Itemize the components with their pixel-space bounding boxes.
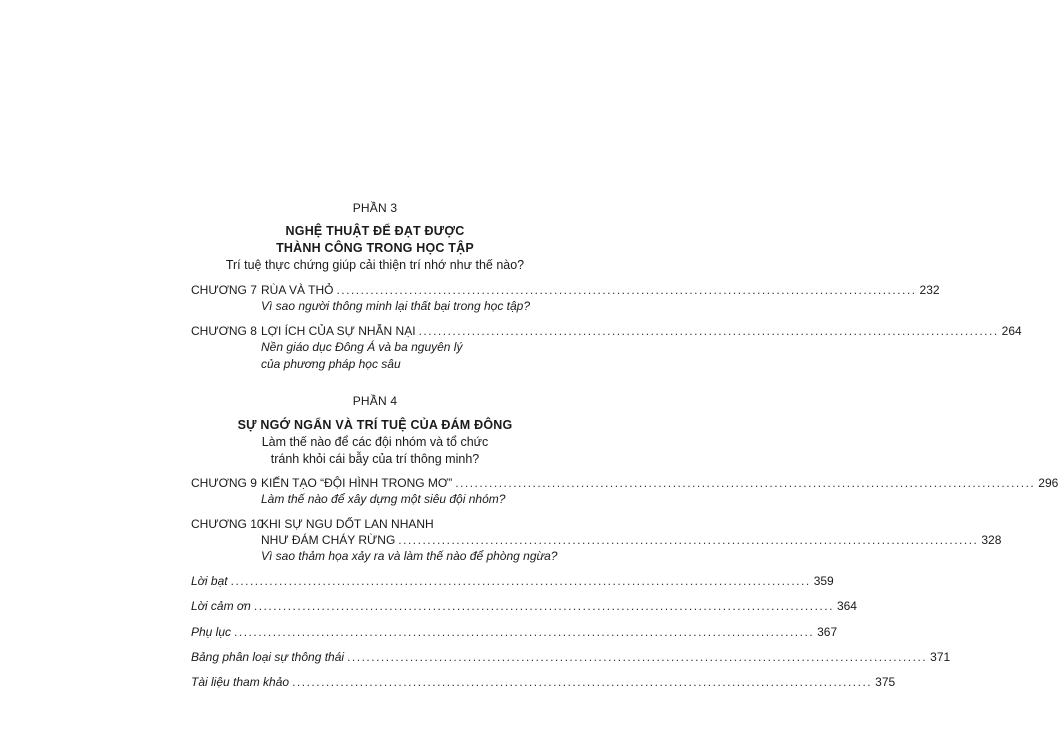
chapter-subtitle: Vì sao người thông minh lại thất bại trong học tập? bbox=[261, 299, 531, 313]
page-number: 371 bbox=[930, 650, 951, 664]
chapter-number: CHƯƠNG 10 bbox=[191, 517, 264, 531]
page-number: 328 bbox=[981, 533, 1002, 547]
part-3-subtitle: Trí tuệ thực chứng giúp cải thiện trí nhớ như thế nào? bbox=[225, 258, 525, 272]
chapter-title-line-2 bbox=[261, 532, 1002, 548]
part-4-subtitle-line-1: Làm thế nào để các đội nhóm và tổ chức bbox=[261, 435, 489, 449]
chapter-subtitle: Vì sao thảm họa xảy ra và làm thế nào để phòng ngừa? bbox=[261, 549, 558, 563]
dot-leader: ........................................................................................................................ bbox=[230, 574, 811, 588]
dot-leader: ........................................................................................................................ bbox=[398, 533, 979, 547]
chapter-subtitle-line-1: Nền giáo dục Đông Á và ba nguyên lý bbox=[261, 340, 463, 354]
dot-leader: ........................................................................................................................ bbox=[253, 599, 834, 613]
chapter-title-line bbox=[261, 475, 1058, 491]
chapter-title: RÙA VÀ THỎ bbox=[261, 283, 334, 297]
part-3-title-line-2: THÀNH CÔNG TRONG HỌC TẬP bbox=[276, 241, 474, 255]
appendix-title: Tài liệu tham khảo bbox=[191, 675, 290, 689]
appendix-entry-references[interactable] bbox=[191, 674, 896, 690]
appendix-entry-afterword[interactable] bbox=[191, 573, 834, 589]
dot-leader: ........................................................................................................................ bbox=[234, 625, 815, 639]
chapter-title-line bbox=[261, 323, 1022, 339]
page-number: 296 bbox=[1038, 476, 1058, 490]
dot-leader: ........................................................................................................................ bbox=[292, 675, 873, 689]
chapter-number: CHƯƠNG 9 bbox=[191, 476, 257, 490]
dot-leader: ........................................................................................................................ bbox=[336, 283, 917, 297]
chapter-title-line-1: KHI SỰ NGU DỐT LAN NHANH bbox=[261, 517, 434, 531]
appendix-title: Phụ lục bbox=[191, 625, 232, 639]
appendix-title: Bảng phân loại sự thông thái bbox=[191, 650, 345, 664]
chapter-number: CHƯƠNG 8 bbox=[191, 324, 257, 338]
page-number: 367 bbox=[817, 625, 838, 639]
page-number: 359 bbox=[813, 574, 834, 588]
part-4-title: SỰ NGỚ NGẨN VÀ TRÍ TUỆ CỦA ĐÁM ĐÔNG bbox=[237, 418, 513, 432]
dot-leader: ........................................................................................................................ bbox=[418, 324, 999, 338]
chapter-title: LỢI ÍCH CỦA SỰ NHẪN NẠI bbox=[261, 324, 416, 338]
appendix-entry-acknowledgements[interactable] bbox=[191, 598, 857, 614]
part-4-label: PHẦN 4 bbox=[352, 394, 398, 408]
appendix-title: Lời cảm ơn bbox=[191, 599, 251, 613]
chapter-title: NHƯ ĐÁM CHÁY RỪNG bbox=[261, 533, 396, 547]
appendix-title: Lời bạt bbox=[191, 574, 228, 588]
page-number: 264 bbox=[1001, 324, 1022, 338]
page-number: 375 bbox=[875, 675, 896, 689]
chapter-subtitle-line-2: của phương pháp học sâu bbox=[261, 357, 401, 371]
chapter-title: KIẾN TẠO “ĐỘI HÌNH TRONG MƠ” bbox=[261, 476, 453, 490]
part-4-subtitle-line-2: tránh khỏi cái bẫy của trí thông minh? bbox=[270, 452, 480, 466]
appendix-entry-wisdom-taxonomy[interactable] bbox=[191, 649, 951, 665]
part-3-title-line-1: NGHỆ THUẬT ĐỂ ĐẠT ĐƯỢC bbox=[285, 224, 465, 238]
dot-leader: ........................................................................................................................ bbox=[455, 476, 1036, 490]
part-3-label: PHẦN 3 bbox=[352, 201, 398, 215]
page-number: 364 bbox=[836, 599, 857, 613]
appendix-entry-appendix[interactable] bbox=[191, 624, 838, 640]
dot-leader: ........................................................................................................................ bbox=[347, 650, 928, 664]
chapter-title-line bbox=[261, 282, 940, 298]
page-number: 232 bbox=[919, 283, 940, 297]
chapter-number: CHƯƠNG 7 bbox=[191, 283, 257, 297]
chapter-subtitle: Làm thế nào để xây dựng một siêu đội nhóm? bbox=[261, 492, 506, 506]
